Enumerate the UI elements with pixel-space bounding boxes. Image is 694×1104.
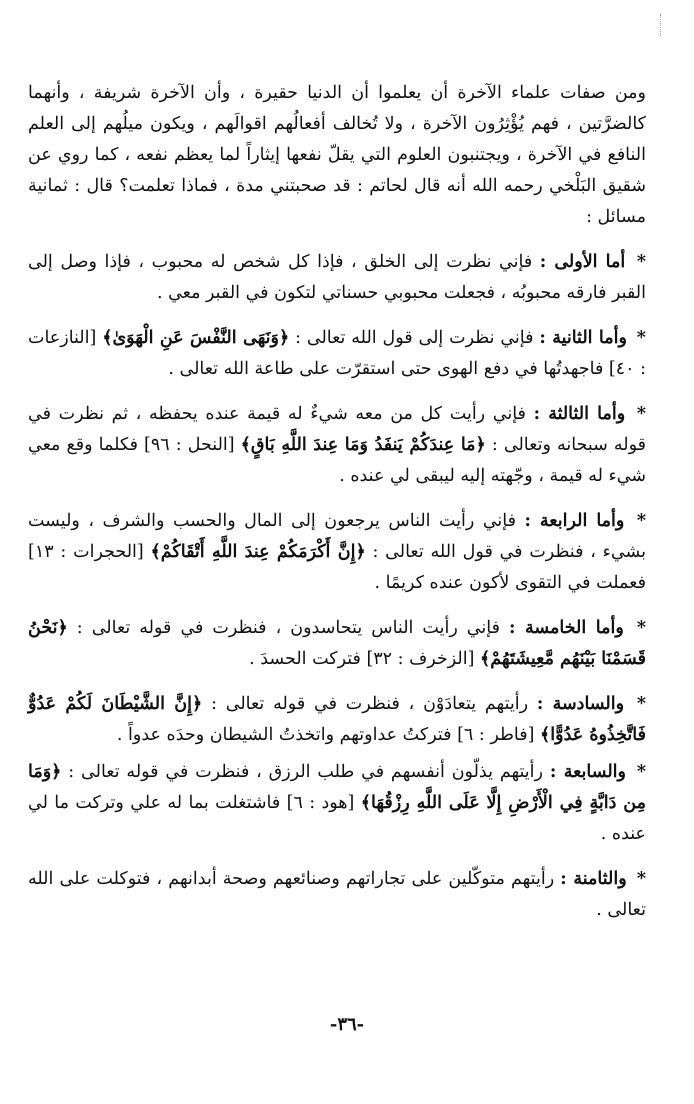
section-text-after: [النازعات : ٤٠] فاجهدتُها في دفع الهوى حتى استقرّت على طاعة الله تعالى . — [28, 328, 646, 379]
section-seventh — [28, 757, 646, 850]
section-text-after: [فاطر : ٦] فتركتُ عداوتهم واتخذتُ الشيطان وحدَه عدواً . — [116, 725, 535, 745]
section-text: فإني رأيت كل من معه شيءٌ له قيمة عنده يحفظه ، ثم نظرت في قوله سبحانه وتعالى : — [28, 404, 646, 455]
section-text: فإني رأيت الناس يرجعون إلى المال والحسب والشرف ، وليست بشيء ، فنظرت في قول الله تعالى : — [28, 511, 646, 562]
section-text: رأيتهم يتعادَوْن ، فنظرت في قوله تعالى : — [211, 694, 529, 714]
section-heading: وأما الخامسة : — [509, 618, 624, 638]
section-first — [28, 247, 646, 309]
intro-text: ومن صفات علماء الآخرة أن يعلموا أن الدنيا حقيرة ، وأن الآخرة شريفة ، وأنهما كالضرَّتين ، فهم يُؤْثِرُون الآخرة ، ولا تُخالف أفعالُهم اقوالَهم ، ويكون ميلُهم إلى العلم النافع في الآخرة ، ويجتنبون العلوم التي يقلّ نفعها إيثاراً لما يعظم نفعه ، كما روي عن شقيق البَلْخي رحمه الله أنه قال لحاتم : قد صحبتني مدة ، فماذا تعلمت؟ قال : ثمانية مسائل : — [28, 83, 646, 227]
section-fifth — [28, 613, 646, 675]
page-number: -٣٦- — [329, 1014, 365, 1035]
section-text: فإني رأيت الناس يتحاسدون ، فنظرت في قوله تعالى : — [76, 618, 500, 638]
section-fourth — [28, 506, 646, 599]
star-marker: * — [636, 328, 646, 348]
intro-paragraph — [28, 78, 646, 233]
section-heading: والسادسة : — [536, 694, 625, 714]
quran-verse: ﴿وَمَا مِن دَابَّةٍ فِي الْأَرْضِ إِلَّا عَلَى اللَّهِ رِزْقُهَا﴾ — [28, 762, 646, 813]
scan-mark — [660, 14, 663, 36]
quran-verse: ﴿مَا عِندَكُمْ يَنفَدُ وَمَا عِندَ اللَّهِ بَاقٍ﴾ — [240, 435, 486, 455]
section-heading: وأما الرابعة : — [524, 511, 625, 531]
section-heading: وأما الثالثة : — [533, 404, 626, 424]
page-body — [28, 78, 646, 1104]
section-text-after: [الزخرف : ٣٢] فتركت الحسدَ . — [249, 649, 475, 669]
star-marker: * — [636, 511, 646, 531]
star-marker: * — [636, 252, 646, 272]
section-text: رأيتهم يذلّون أنفسهم في طلب الرزق ، فنظرت في قوله تعالى : — [68, 762, 543, 782]
quran-verse: ﴿إِنَّ الشَّيْطَانَ لَكُمْ عَدُوٌّ فَاتَّخِذُوهُ عَدُوًّا﴾ — [28, 694, 646, 745]
section-text: فإني نظرت إلى الخلق ، فإذا كل شخص له محبوب ، فإذا وصل إلى القبر فارقه محبوبُه ، فجعلت محبوبي حسناتي لتكون في القبر معي . — [28, 252, 646, 303]
section-second — [28, 323, 646, 385]
star-marker: * — [636, 618, 646, 638]
section-text-after: [الحجرات : ١٣] فعملت في التقوى لأكون عنده كريمًا . — [28, 542, 646, 593]
quran-verse: ﴿إِنَّ أَكْرَمَكُمْ عِندَ اللَّهِ أَتْقَاكُمْ﴾ — [150, 542, 366, 562]
section-text: فإني نظرت إلى قول الله تعالى : — [295, 328, 534, 348]
section-third — [28, 399, 646, 492]
section-sixth — [28, 689, 646, 751]
star-marker: * — [636, 694, 647, 714]
quran-verse: ﴿وَنَهَى النَّفْسَ عَنِ الْهَوَىٰ﴾ — [102, 328, 290, 348]
section-heading: أما الأولى : — [539, 252, 626, 272]
section-eighth — [28, 864, 646, 926]
section-heading: والسابعة : — [549, 762, 626, 782]
section-text-after: [هود : ٦] فاشتغلت بما له علي وتركت ما لي عنده . — [28, 793, 646, 844]
section-heading: وأما الثانية : — [539, 328, 627, 348]
section-text-after: [النحل : ٩٦] فكلما وقع معي شيء له قيمة ، وجّهته إليه ليبقى لي عنده . — [28, 435, 646, 486]
quran-verse: ﴿نَحْنُ قَسَمْنَا بَيْنَهُم مَّعِيشَتَهُمْ﴾ — [28, 618, 646, 669]
section-text: رأيتهم متوكّلين على تجاراتهم وصنائعهم وصحة أبدانهم ، فتوكلت على الله تعالى . — [28, 869, 646, 920]
star-marker: * — [636, 762, 646, 782]
star-marker: * — [636, 869, 646, 889]
star-marker: * — [636, 404, 646, 424]
section-heading: والثامنة : — [560, 869, 627, 889]
